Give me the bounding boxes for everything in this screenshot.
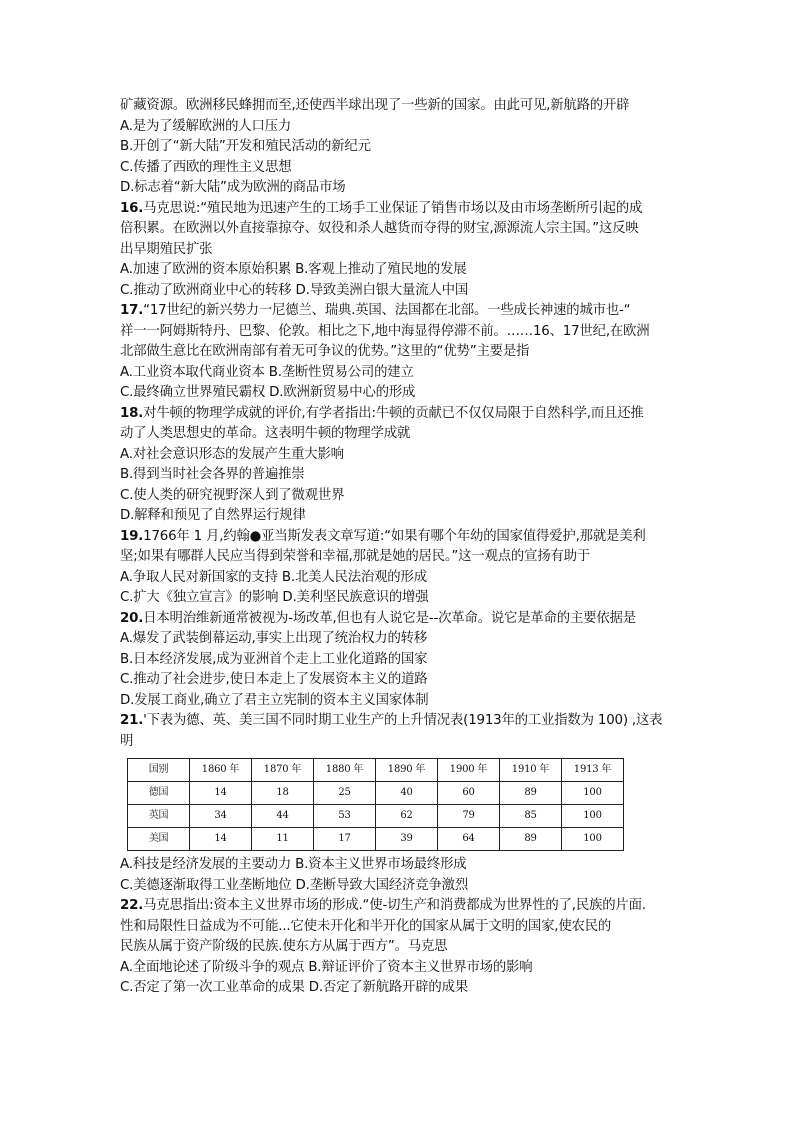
q15-option-d: D.标志着“新大陆”成为欧洲的商品市场 bbox=[120, 180, 346, 195]
q20-number: 20. bbox=[120, 610, 144, 626]
table-cell: 89 bbox=[500, 828, 562, 851]
table-cell: 14 bbox=[190, 828, 252, 851]
q18-option-d: D.解释和预见了自然界运行规律 bbox=[120, 508, 306, 523]
q21-options-cd: C.美德逐渐取得工业垄断地位 D.垄断导致大国经济竞争激烈 bbox=[120, 877, 469, 893]
q21-stem-line: '下表为德、英、美三国不同时期工业生产的上升情况表(1913年的工业指数为 100) ,这表 bbox=[143, 713, 663, 728]
q16-options-ab: A.加速了欧洲的资本原始积累 B.客观上推动了殖民地的发展 bbox=[120, 262, 467, 277]
table-cell: 德国 bbox=[128, 782, 190, 805]
q16-options-cd: C.推动了欧洲商业中心的转移 D.导致美洲白银大量流人中国 bbox=[120, 282, 469, 298]
q17-stem-line: 北部做生意比在欧洲南部有着无可争议的优势。”这里的“优势”主要是指 bbox=[120, 344, 530, 359]
table-cell: 64 bbox=[438, 828, 500, 851]
q22-options-ab: A.全面地论述了阶级斗争的观点 B.辩证评价了资本主义世界市场的影响 bbox=[120, 959, 533, 975]
q22-stem-line: 马克思指出:资本主义世界市场的形成.“使-切生产和消费都成为世界性的了,民族的片面. bbox=[143, 898, 646, 913]
q18-option-a: A.对社会意识形态的发展产生重大影响 bbox=[120, 446, 344, 462]
table-cell: 11 bbox=[252, 828, 314, 851]
q17-stem-line: “17世纪的新兴势力一尼德兰、瑞典.英国、法国都在北部。一些成长神速的城市也-“ bbox=[143, 303, 631, 318]
q15-stem-tail: 矿藏资源。欧洲移民蜂拥而至,还使西半球出现了一些新的国家。由此可见,新航路的开辟 bbox=[120, 98, 630, 113]
q18-stem-line: 动了人类思想史的革命。这表明牛顿的物理学成就 bbox=[120, 426, 411, 441]
q16-stem-line: 倍积累。在欧洲以外直接靠掠夺、奴役和杀人越货而夺得的财宝,源源流人宗主国。”这反映 bbox=[120, 221, 639, 236]
q20-option-a: A.爆发了武装倒幕运动,事实上出现了统治权力的转移 bbox=[120, 631, 428, 646]
table-header-cell: 1860 年 bbox=[190, 759, 252, 782]
q20-stem-line: 日本明治维新通常被视为-场改革,但也有人说它是--次革命。说它是革命的主要依据是 bbox=[143, 610, 636, 626]
q20-option-b: B.日本经济发展,成为亚洲首个走上工业化道路的国家 bbox=[120, 651, 428, 667]
table-cell: 34 bbox=[190, 805, 252, 828]
q21-options-ab: A.科技是经济发展的主要动力 B.资本主义世界市场最终形成 bbox=[120, 857, 467, 872]
table-cell: 英国 bbox=[128, 805, 190, 828]
q21-number: 21. bbox=[120, 713, 144, 728]
table-cell: 40 bbox=[376, 782, 438, 805]
q17-options-cd: C.最终确立世界殖民霸权 D.欧洲新贸易中心的形成 bbox=[120, 385, 416, 400]
table-cell: 39 bbox=[376, 828, 438, 851]
table-cell: 53 bbox=[314, 805, 376, 828]
question-16 bbox=[120, 199, 680, 302]
table-cell: 44 bbox=[252, 805, 314, 828]
q20-option-c: C.推动了社会进步,使日本走上了发展资本主义的道路 bbox=[120, 672, 428, 687]
q17-options-ab: A.工业资本取代商业资本 B.垄断性贸易公司的建立 bbox=[120, 364, 414, 380]
q19-stem-line: 1766年 1 月,约翰●亚当斯发表文章写道:“如果有哪个年幼的国家值得爱护,那就是美利 bbox=[143, 528, 646, 544]
table-cell: 25 bbox=[314, 782, 376, 805]
q22-stem-line: 民族从属于资产阶级的民族.使东方从属于西方”。马克思 bbox=[120, 939, 448, 954]
table-cell: 18 bbox=[252, 782, 314, 805]
q22-number: 22. bbox=[120, 898, 144, 913]
question-17 bbox=[120, 301, 680, 404]
question-22 bbox=[120, 896, 680, 999]
q22-options-cd: C.否定了第一次工业革命的成果 D.否定了新航路开辟的成果 bbox=[120, 980, 469, 995]
table-header-cell: 1913 年 bbox=[562, 759, 624, 782]
table-cell: 100 bbox=[562, 828, 624, 851]
table-cell: 85 bbox=[500, 805, 562, 828]
q15-option-a: A.是为了缓解欧洲的人口压力 bbox=[120, 118, 292, 134]
q18-option-c: C.使人类的研究视野深人到了微观世界 bbox=[120, 487, 345, 503]
q22-stem-line: 性和局限性日益成为不可能...它使未开化和半开化的国家从属于文明的国家,使农民的 bbox=[120, 918, 612, 934]
q15-option-b: B.开创了“新大陆”开发和殖民活动的新纪元 bbox=[120, 139, 371, 154]
table-cell: 62 bbox=[376, 805, 438, 828]
question-20 bbox=[120, 609, 680, 712]
q19-number: 19. bbox=[120, 528, 144, 544]
q15-option-c: C.传播了西欧的理性主义思想 bbox=[120, 159, 292, 175]
q20-option-d: D.发展工商业,确立了君主立宪制的资本主义国家体制 bbox=[120, 692, 429, 708]
q19-options-ab: A.争取人民对新国家的支持 B.北美人民法治观的形成 bbox=[120, 569, 427, 585]
table-header-cell: 1870 年 bbox=[252, 759, 314, 782]
table-cell: 美国 bbox=[128, 828, 190, 851]
table-cell: 14 bbox=[190, 782, 252, 805]
q17-stem-line: 祥一一阿姆斯特丹、巴黎、伦敦。相比之下,地中海显得停滞不前。……16、17世纪,在欧洲 bbox=[120, 323, 650, 339]
table-header-cell: 1890 年 bbox=[376, 759, 438, 782]
q19-stem-line: 坚;如果有哪群人民应当得到荣誉和幸福,那就是她的居民。”这一观点的宣扬有助于 bbox=[120, 549, 591, 564]
question-18 bbox=[120, 404, 680, 527]
table-row bbox=[128, 828, 624, 851]
table-cell: 60 bbox=[438, 782, 500, 805]
table-header-cell: 1880 年 bbox=[314, 759, 376, 782]
table-cell: 100 bbox=[562, 782, 624, 805]
table-header-row bbox=[128, 759, 624, 782]
industrial-index-table bbox=[127, 758, 624, 851]
q19-options-cd: C.扩大《独立宣言》的影响 D.美利坚民族意识的增强 bbox=[120, 590, 429, 605]
table-cell: 17 bbox=[314, 828, 376, 851]
q18-stem-line: 对牛顿的物理学成就的评价,有学者指出:牛顿的贡献已不仅仅局限于自然科学,而且还推 bbox=[143, 405, 644, 421]
table-cell: 79 bbox=[438, 805, 500, 828]
q18-option-b: B.得到当时社会各界的普遍推崇 bbox=[120, 467, 305, 482]
table-cell: 89 bbox=[500, 782, 562, 805]
question-21 bbox=[120, 711, 680, 896]
table-row bbox=[128, 805, 624, 828]
exam-content bbox=[120, 96, 680, 999]
q18-number: 18. bbox=[120, 405, 144, 421]
table-row bbox=[128, 782, 624, 805]
q16-stem-line: 马克思说:“殖民地为迅速产生的工场手工业保证了销售市场以及由市场垄断所引起的成 bbox=[143, 200, 643, 216]
q17-number: 17. bbox=[120, 303, 144, 318]
table-cell: 100 bbox=[562, 805, 624, 828]
table-header-cell: 1910 年 bbox=[500, 759, 562, 782]
table-header-cell: 1900 年 bbox=[438, 759, 500, 782]
q21-stem-line: 明 bbox=[120, 733, 134, 749]
q16-number: 16. bbox=[120, 200, 144, 216]
question-19 bbox=[120, 527, 680, 609]
q16-stem-line: 出早期殖民扩张 bbox=[120, 241, 213, 257]
table-header-cell: 国别 bbox=[128, 759, 190, 782]
